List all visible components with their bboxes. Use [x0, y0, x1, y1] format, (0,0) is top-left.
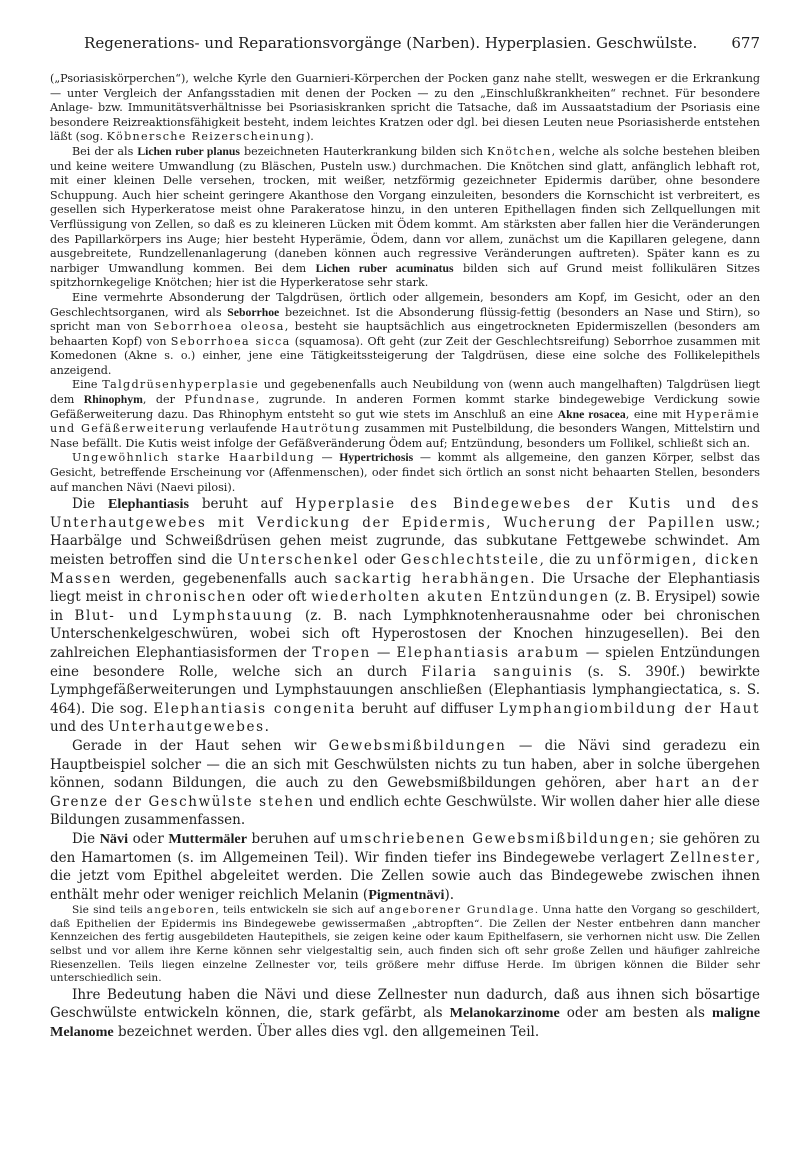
bold-term: Nävi — [99, 830, 129, 847]
text-run: (z. B. Erysipel) sowie in — [50, 589, 760, 624]
spaced-emphasis: Hyperämie und Gefäßerweiterung — [50, 407, 760, 436]
spaced-emphasis: Hyperplasie des Bindegewebes der Kutis und des Unterhautgewebes mit Verdickung der Epidermis, Wucherung der Papillen — [50, 496, 761, 531]
text-run: . — [264, 719, 269, 736]
spaced-emphasis: Gewebsmißbildungen — [328, 737, 507, 754]
bold-term: Akne rosacea — [557, 407, 626, 421]
paragraph — [50, 737, 760, 830]
text-run: , der — [142, 393, 185, 407]
spaced-emphasis: hart an der Grenze der Geschwülste stehen — [50, 775, 760, 810]
spaced-emphasis: unförmigen, dicken Massen — [50, 552, 760, 587]
text-run: ). — [305, 130, 314, 144]
text-run: bezeichnet. Ist die Absonderung flüssig-fettig (besonders an Nase und Stirn), so spricht man von — [50, 305, 760, 334]
page-number: 677 — [731, 34, 760, 52]
bold-term: Rhinophym — [83, 393, 143, 407]
text-run: bilden sich auf Grund meist follikulären Sitzes spitzhornkegelige Knötchen; hier ist die Hyperkeratose sehr stark. — [50, 261, 760, 290]
paragraph — [50, 291, 760, 379]
text-run: , teils entwickeln sie sich auf — [215, 904, 379, 917]
text-run: usw.; Haarbälge und Schweißdrüsen gehen meist zugrunde, das subkutane Fettgewebe schwindet. Am meisten betroffen sind die — [50, 514, 761, 568]
bold-term: Lichen ruber acuminatus — [315, 261, 454, 275]
spaced-emphasis: Zellnester — [670, 849, 756, 866]
bold-term: Elephantiasis — [107, 496, 190, 513]
spaced-emphasis: Elephantiasis congenita — [153, 700, 357, 717]
bold-term: Muttermäler — [168, 830, 247, 847]
paragraph — [50, 378, 760, 451]
paragraph — [50, 145, 760, 291]
section-skin-diseases — [50, 72, 760, 495]
text-run: ). — [444, 886, 455, 903]
text-run: (squamosa). Oft geht (zur Zeit der Geschlechtsreifung) Seborrhoe zusammen mit Komedonen (Akne s. o.) einher, jene eine Tätigkeitssteigerung der Talgdrüsen, diese eine solche des Follikelepithels anzeigend. — [50, 334, 760, 377]
text-run: Gerade in der Haut sehen wir — [72, 737, 329, 754]
spaced-emphasis: angeboren — [146, 904, 216, 917]
text-run: (s. S. 390f.) bewirkte Lymphgefäßerweiterungen und Lymphstauungen anschließen (Elephantiasis lymphangiectatica, s. S. 464). Die sog. — [50, 663, 760, 717]
text-run: werden, gegebenenfalls auch — [112, 570, 335, 587]
bold-term: Hypertrichosis — [339, 451, 414, 465]
text-run: ; sie gehören zu den Hamartomen (s. im Allgemeinen Teil). Wir finden tiefer ins Bindegewebe verlagert — [50, 830, 760, 866]
spaced-emphasis: Knötchen — [487, 144, 552, 158]
section-naevi-details — [50, 904, 760, 986]
section-elephantiasis-naevi — [50, 495, 760, 904]
spaced-emphasis: Köbnersche Reizerscheinung — [106, 130, 306, 144]
text-run: — — [370, 644, 397, 661]
text-run: , besteht sie hauptsächlich aus eingetrockneten Epidermiszellen (besonders am behaarten Kopf) von — [50, 320, 760, 348]
text-run: („Psoriasiskörperchen“), welche Kyrle den Guarnieri-Körperchen der Pocken ganz nahe stellt, weswegen er die Erkrankung — unter Vergleich der Anfangsstadien mit denen der Pocken — zu den „Einschlußkrankheiten“ rechnet. Für besondere Anlage- bzw. Immunitätsverhältnisse bei Psoriasiskranken spricht die Tatsache, daß im Aussaatstadium der Psoriasis eine besondere Reizreaktionsfähigkeit besteht, indem leichtes Kratzen oder dgl. bei diesen Leuten neue Psoriasisherde entstehen läßt (sog. — [50, 72, 760, 144]
paragraph — [50, 72, 760, 145]
text-run: und des — [50, 719, 109, 736]
text-run: . Unna hatte den Vorgang so geschildert, daß Epithelien der Epidermis ins Bindegewebe gewissermaßen „abtropften“. Die Zellen der Nester entbehren dann mancher Kennzeichen des fertig ausgebildeten Hautepithels, sie zeigen keine oder kaum Epithelfasern, sie verhornen nicht usw. Die Zellen selbst und vor allem ihre Kerne können sehr vielgestaltig sein, auch finden sich oft sehr große Zellen und häufiger zahlreiche Riesenzellen. Teils liegen einzelne Zellnester vor, teils größere mehr diffuse Herde. Im übrigen können die Bilder sehr unterschiedlich sein. — [50, 904, 760, 985]
spaced-emphasis: Geschlechtsteile — [400, 552, 540, 568]
text-run: und gegebenenfalls auch Neubildung von (wenn auch mangelhaften) Talgdrüsen liegt dem — [50, 378, 760, 407]
paragraph — [50, 451, 760, 495]
text-run: bezeichnet werden. Über alles dies vgl. den allgemeinen Teil. — [113, 1024, 540, 1041]
bold-term: Seborrhoe — [227, 305, 280, 319]
spaced-emphasis: umschriebenen Gewebsmißbildungen — [339, 830, 651, 847]
spaced-emphasis: wiederholten akuten Entzündungen — [311, 589, 610, 606]
text-run: Die — [72, 496, 108, 513]
text-run: zusammen mit Pustelbildung, die besonders Wangen, Mittelstirn und Nase befällt. Die Kutis weist infolge der Gefäßveränderung Ödem auf; Entzündung, besonders um Follikel, schließt sich an. — [50, 422, 760, 450]
spaced-emphasis: Blut- und Lymphstauung — [74, 607, 294, 624]
spaced-emphasis: Talgdrüsenhyperplasie — [102, 378, 260, 392]
bold-term: Pigmentnävi — [368, 886, 445, 903]
text-run: oder — [128, 830, 169, 847]
spaced-emphasis: Lymphangiombildung der Haut — [498, 700, 761, 717]
text-run: beruhen auf — [246, 830, 340, 847]
text-run: Eine — [72, 378, 103, 392]
spaced-emphasis: Hautrötung — [281, 422, 361, 436]
running-header — [50, 34, 760, 52]
spaced-emphasis: Ungewöhnlich starke Haarbildung — [72, 451, 315, 465]
spaced-emphasis: Elephantiasis arabum — [396, 644, 580, 661]
text-run: . Die Ursache der Elephantiasis liegt meist in — [50, 570, 760, 606]
text-run: Bei der als — [72, 144, 138, 158]
text-run: , die zu — [539, 552, 597, 568]
running-title: Regenerations- und Reparationsvorgänge (Narben). Hyperplasien. Geschwülste. — [84, 34, 698, 52]
spaced-emphasis: Pfundnase — [184, 393, 256, 407]
spaced-emphasis: chronischen — [145, 589, 248, 606]
text-run: und endlich echte Geschwülste. Wir wollen daher hier alle diese Bildungen zusammenfassen. — [50, 793, 760, 829]
section-melanoma — [50, 986, 760, 1042]
spaced-emphasis: sackartig herabhängen — [334, 570, 531, 587]
text-run: oder am besten als — [559, 1005, 713, 1022]
text-run: Eine vermehrte Absonderung der Talgdrüsen, örtlich oder allgemein, besonders am Kopf, im Gesicht, oder an den Geschlechtsorganen, wird als — [50, 290, 760, 319]
bold-term: Melanokarzinome — [449, 1005, 560, 1022]
bold-term: maligne Melanome — [50, 1005, 760, 1041]
text-run: oder — [359, 552, 401, 568]
text-run: Sie sind teils — [72, 904, 147, 917]
spaced-emphasis: angeborener Grundlage — [378, 904, 535, 917]
bold-term: Lichen ruber planus — [137, 144, 240, 158]
text-run: — die Nävi sind geradezu ein Hauptbeispiel solcher — die an sich mit Geschwülsten nichts zu tun haben, aber in solche übergehen können, sodann Bildungen, die auch zu den Gewebsmißbildungen gehören, aber — [50, 737, 760, 792]
text-run: verlaufende — [205, 422, 282, 436]
paragraph — [50, 830, 760, 904]
paragraph — [50, 904, 760, 986]
text-run: , zugrunde. In anderen Formen kommt starke bindegewebige Verdickung sowie Gefäßerweiterung dazu. Das Rhinophym entsteht so gut wie stets im Anschluß an eine — [50, 393, 760, 421]
text-run: , welche als solche bestehen bleiben und keine weitere Umwandlung (zu Bläschen, Pusteln usw.) durchmachen. Die Knötchen sind glatt, anfänglich lebhaft rot, mit einer kleinen Delle versehen, trocken, mit weißer, netzförmig gezeichneter Epidermis darüber, ohne besondere Schuppung. Auch hier scheint geringere Akanthose den Vorgang einzuleiten, besonders die Kornschicht ist verbreitert, es gesellen sich Hyperkeratose meist ohne Parakeratose hinzu, in den unteren Epithellagen finden sich Zellquellungen mit Verflüssigung von Zellen, so daß es zu kleineren Lücken mit Ödem kommt. Am stärksten aber fallen hier die Veränderungen des Papillarkörpers ins Auge; hier besteht Hyperämie, Ödem, dann vor allem, zunächst um die Kapillaren gelegene, dann ausgebreitete, Rundzellenanlagerung (daneben können auch regressive Veränderungen auftreten). Später kann es zu narbiger Umwandlung kommen. Bei dem — [50, 144, 760, 275]
paragraph — [50, 986, 760, 1042]
paragraph — [50, 495, 760, 737]
text-run: beruht auf — [189, 496, 296, 513]
text-run: oder oft — [247, 589, 312, 606]
text-run: Ihre Bedeutung haben die Nävi und diese Zellnester nun dadurch, daß aus ihnen sich bösartige Geschwülste entwickeln können, die, stark gefärbt, als — [50, 986, 760, 1022]
text-run: (z. B. nach Lymphknotenherausnahme oder bei chronischen Unterschenkelgeschwüren, wobei sich oft Hyperostosen der Knochen hinzugesellen). Bei den zahlreichen Elephantiasisformen der — [50, 607, 761, 661]
text-run: — kommt als allgemeine, den ganzen Körper, selbst das Gesicht, betreffende Erscheinung vor (Affenmenschen), oder findet sich örtlich an sonst nicht behaarten Stellen, besonders auf manchen Nävi (Naevi pilosi). — [50, 451, 760, 494]
spaced-emphasis: Unterschenkel — [237, 552, 360, 568]
spaced-emphasis: Seborrhoea sicca — [170, 334, 291, 348]
text-run: bezeichneten Hauterkrankung bilden sich — [239, 144, 488, 158]
text-run: beruht auf diffuser — [356, 700, 499, 717]
text-run: — — [314, 451, 340, 465]
text-run: — spielen Entzündungen eine besondere Rolle, welche sich an durch — [50, 644, 760, 680]
spaced-emphasis: Filaria sanguinis — [421, 663, 574, 680]
text-run: , eine mit — [625, 407, 686, 421]
spaced-emphasis: Seborrhoea oleosa — [153, 320, 285, 334]
spaced-emphasis: Tropen — [312, 644, 371, 661]
spaced-emphasis: Unterhautgewebes — [108, 719, 265, 736]
text-run: , die jetzt vom Epithel abgeleitet werden. Die Zellen sowie auch das Bindegewebe zwischen ihnen enthält mehr oder weniger reichlich Melanin ( — [50, 849, 760, 903]
text-run: Die — [72, 830, 100, 847]
